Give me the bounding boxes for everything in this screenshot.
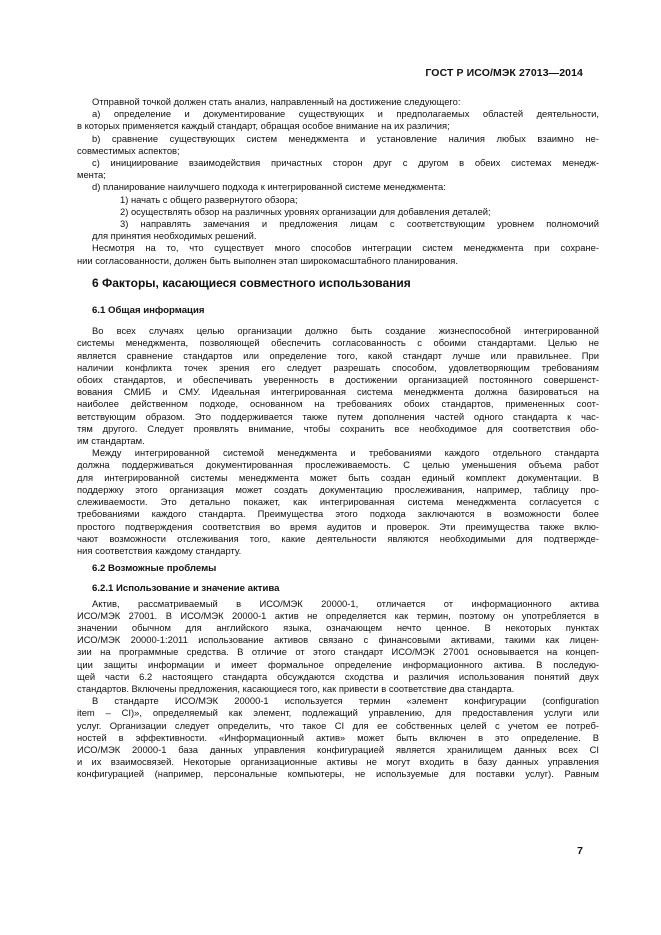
text-line: Несмотря на то, что существует много способов интеграции систем менеджмента при сохране- bbox=[92, 242, 599, 254]
text-line: 1) начать с общего развернутого обзора; bbox=[120, 193, 298, 205]
section-6-heading: 6 Факторы, касающиеся совместного использования bbox=[92, 275, 411, 290]
text-line: услуг. Организации следует определить, что такое CI для ее собственных целей с учетом ее потреб- bbox=[77, 719, 599, 731]
text-line: 3) направлять замечания и предложения лицам с соответствующим уровнем полномочий bbox=[120, 218, 599, 230]
text-line: зии на программные средства. В отличие от этого стандарт ИСО/МЭК 27001 основывается на концеп- bbox=[77, 646, 599, 658]
intro-list bbox=[77, 96, 599, 267]
text-line: Между интегрированной системой менеджмента и требованиями каждого отдельного стандарта bbox=[92, 447, 599, 459]
text-line: системы менеджмента, позволяющей обеспечить согласованность с обоими стандартами. Целью не bbox=[77, 337, 599, 349]
section-6-1-heading: 6.1 Общая информация bbox=[92, 305, 205, 317]
page-number: 7 bbox=[577, 845, 583, 857]
text-line: В стандарте ИСО/МЭК 20000-1 используется термин «элемент конфигурации (configuration bbox=[92, 695, 599, 707]
text-line: ния соответствия каждому стандарту. bbox=[77, 544, 242, 556]
section-6-2-1-heading: 6.2.1 Использование и значение актива bbox=[92, 583, 280, 595]
text-line: мента; bbox=[77, 169, 106, 181]
text-line: требованиями каждого стандарта. Преимущества этого подхода заключаются в возможности более bbox=[77, 508, 599, 520]
section-6-2-heading: 6.2 Возможные проблемы bbox=[92, 563, 217, 575]
text-line: b) сравнение существующих систем менеджмента и установление наличия любых взаимно не- bbox=[92, 132, 599, 144]
text-line: и их взаимосвязей. Некоторые организационные активы не могут входить в базу данных управления bbox=[77, 756, 599, 768]
text-line: ветствующим образом. Это поддерживается также путем дополнения частей одного стандарта к час- bbox=[77, 410, 599, 422]
text-line: им стандартам. bbox=[77, 435, 145, 447]
text-line: нии согласованности, должен быть выполнен этап широкомасштабного планирования. bbox=[77, 254, 458, 266]
text-line: стандартов. Включены предложения, касающиеся того, как привести в соответствие два стандарта. bbox=[77, 682, 515, 694]
text-line: поддержку этого организация может создать документацию прослеживания, например, таблицу про- bbox=[77, 483, 599, 495]
document-header: ГОСТ Р ИСО/МЭК 27013—2014 bbox=[425, 67, 583, 79]
text-line: тям другого. Следует проявлять внимание, чтобы сохранить все необходимое для соответствия обо- bbox=[77, 422, 599, 434]
text-line: в которых применяется каждый стандарт, обращая особое внимание на их различия; bbox=[77, 120, 450, 132]
text-line: Во всех случаях целью организации должно быть создание жизнеспособной интегрированной bbox=[92, 325, 599, 337]
text-line: Актив, рассматриваемый в ИСО/МЭК 20000-1, отличается от информационного актива bbox=[92, 597, 599, 609]
text-line: ИСО/МЭК 20000-1:2011 использование активов связано с финансовыми активами, такими как лицен- bbox=[77, 634, 599, 646]
text-line: ИСО/МЭК 20000-1 база данных управления конфигурацией является хранилищем данных всех CI bbox=[77, 743, 599, 755]
text-line: слеживаемости. Это детально покажет, как интегрированная система менеджмента согласуется с bbox=[77, 496, 599, 508]
text-line: щей части 6.2 настоящего стандарта обсуждаются сходства и различия использования понятий двух bbox=[77, 670, 599, 682]
text-line: для принятия необходимых решений. bbox=[92, 230, 257, 242]
text-line: наличии конфликта точек зрения его следует разрешать способом, удовлетворяющим требованиям bbox=[77, 361, 599, 373]
text-line: обоих стандартов, и обеспечивать уверенность в достижении организацией постоянного совершенст- bbox=[77, 374, 599, 386]
text-line: конфигурацией (например, персональные компьютеры, не используемые для поставки услуг). Равным bbox=[77, 768, 599, 780]
text-line: вования СМИБ и СМУ. Идеальная интегрированная система менеджмента должна базироваться на bbox=[77, 386, 599, 398]
text-line: простого подтверждения соответствия во время аудитов и проверок. Эти преимущества также вклю- bbox=[77, 520, 599, 532]
text-line: значении обычном для английского языка, означающем нечто ценное. В некоторых пунктах bbox=[77, 621, 599, 633]
text-line: для интегрированной системы менеджмента может быть создан единый комплект документации. В bbox=[77, 471, 599, 483]
text-line: Отправной точкой должен стать анализ, направленный на достижение следующего: bbox=[92, 96, 461, 107]
text-line: наиболее действенном подходе, основанном на требованиях обоих стандартов, примененных соот- bbox=[77, 398, 599, 410]
text-line: совместимых аспектов; bbox=[77, 144, 180, 156]
text-line: с) инициирование взаимодействия причастных сторон друг с другом в обеих системах менедж- bbox=[92, 157, 599, 169]
text-line: d) планирование наилучшего подхода к интегрированной системе менеджмента: bbox=[92, 181, 446, 193]
text-line: 2) осуществлять обзор на различных уровнях организации для добавления деталей; bbox=[120, 205, 491, 217]
section-6-1-text bbox=[77, 325, 599, 557]
text-line: ции защиты информации и имеет формальное определение информационного актива. В последую- bbox=[77, 658, 599, 670]
text-line: является сравнение стандартов или определение того, какой стандарт лучше или правильнее. При bbox=[77, 349, 599, 361]
section-6-2-1-text bbox=[77, 597, 599, 781]
text-line: item – CI)», определяемый как элемент, подлежащий управлению, для предоставления услуги или bbox=[77, 707, 599, 719]
text-line: должна поддерживаться документированная прослеживаемость. С целью уменьшения объема работ bbox=[77, 459, 599, 471]
text-line: ИСО/МЭК 27001. В ИСО/МЭК 20000-1 актив не определяется как термин, поэтому он употребляется в bbox=[77, 609, 599, 621]
text-line: чают возможности отслеживания того, какие деятельности являются необходимыми для подтвержде- bbox=[77, 532, 599, 544]
document-body bbox=[77, 96, 599, 781]
text-line: а) определение и документирование существующих и предполагаемых областей деятельности, bbox=[92, 108, 599, 120]
text-line: ностей в эффективности. «Информационный актив» может быть включен в это определение. В bbox=[77, 731, 599, 743]
